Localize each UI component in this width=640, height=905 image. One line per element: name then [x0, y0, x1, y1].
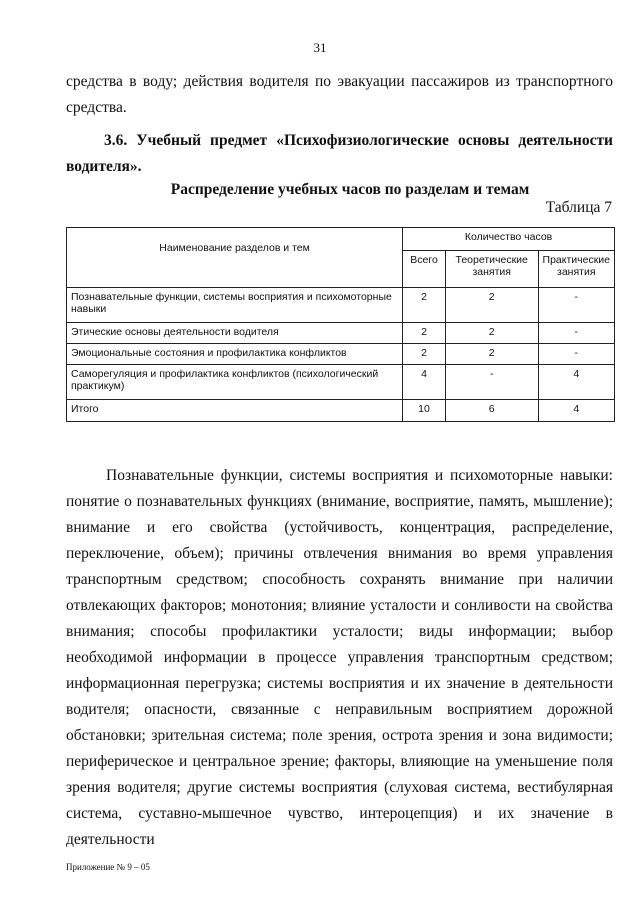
header-theory: Теоретические занятия	[445, 251, 538, 288]
row-total: 2	[403, 323, 446, 344]
row-practice: 4	[538, 365, 614, 400]
row-theory: -	[445, 365, 538, 400]
row-theory: 6	[445, 400, 538, 422]
page-number: 31	[313, 40, 327, 55]
row-total: 2	[403, 288, 446, 323]
header-total: Всего	[403, 251, 446, 288]
hours-table	[66, 227, 615, 422]
table-row	[67, 365, 615, 400]
row-practice: 4	[538, 400, 614, 422]
table-header-row	[67, 228, 615, 251]
footer-note: Приложение № 9 – 05	[66, 862, 150, 872]
continuation-paragraph: средства в воду; действия водителя по эвакуации пассажиров из транспортного средства.	[66, 73, 613, 116]
row-name: Познавательные функции, системы восприятия и психомоторные навыки	[67, 288, 403, 323]
row-total: 4	[403, 365, 446, 400]
row-name: Саморегуляция и профилактика конфликтов (психологический практикум)	[67, 365, 403, 400]
table-total-row	[67, 400, 615, 422]
table-number: Таблица 7	[545, 199, 612, 216]
header-hours: Количество часов	[403, 228, 615, 251]
row-total: 10	[403, 400, 446, 422]
row-practice: -	[538, 344, 614, 365]
row-total: 2	[403, 344, 446, 365]
row-practice: -	[538, 288, 614, 323]
header-practice: Практические занятия	[538, 251, 614, 288]
table-title: Распределение учебных часов по разделам и темам	[170, 181, 530, 198]
row-theory: 2	[445, 344, 538, 365]
header-name: Наименование разделов и тем	[67, 228, 403, 288]
row-theory: 2	[445, 288, 538, 323]
table-row	[67, 344, 615, 365]
section-heading: 3.6. Учебный предмет «Психофизиологические основы деятельности водителя».	[66, 132, 613, 175]
table-row	[67, 323, 615, 344]
body-paragraph: Познавательные функции, системы восприятия и психомоторные навыки: понятие о познавательных функциях (внимание, восприятие, память, мышление); внимание и его свойства (устойчивость, концентрация, распределение, переключение, объем); причины отвлечения внимания во время управления транспортным средством; способность сохранять внимание при наличии отвлекающих факторов; монотония; влияние усталости и сонливости на свойства внимания; способы профилактики усталости; виды информации; выбор необходимой информации в процессе управления транспортным средством; информационная перегрузка; системы восприятия и их значение в деятельности водителя; опасности, связанные с неправильным восприятием дорожной обстановки; зрительная система; поле зрения, острота зрения и зона видимости; периферическое и центральное зрение; факторы, влияющие на уменьшение поля зрения водителя; другие системы восприятия (слуховая система, вестибулярная система, суставно-мышечное чувство, интероцепция) и их значение в деятельности	[66, 467, 613, 848]
row-name: Эмоциональные состояния и профилактика конфликтов	[67, 344, 403, 365]
table-row	[67, 288, 615, 323]
row-name: Итого	[67, 400, 403, 422]
row-name: Этические основы деятельности водителя	[67, 323, 403, 344]
row-practice: -	[538, 323, 614, 344]
row-theory: 2	[445, 323, 538, 344]
